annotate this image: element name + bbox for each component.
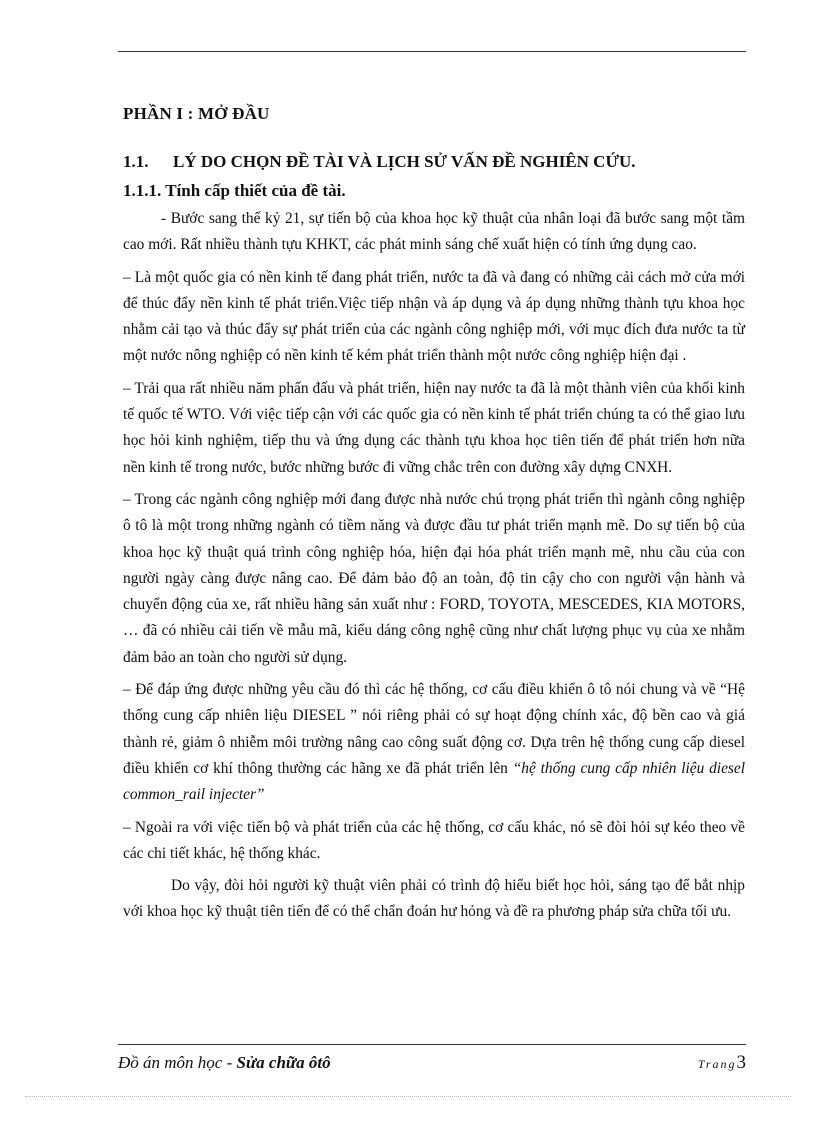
footer-course-subject: Sửa chữa ôtô bbox=[236, 1053, 331, 1072]
paragraph-5-italic-title: “hệ thống cung cấp nhiên liệu diesel common_rail injecter” bbox=[123, 759, 745, 804]
part-title: PHẦN I : MỞ ĐẦU bbox=[123, 104, 270, 123]
paragraph-2: – Là một quốc gia có nền kinh tế đang phát triển, nước ta đã và đang có những cải cách mở cửa mới để thúc đẩy nền kinh tế phát triển.Việc tiếp nhận và áp dụng và áp dụng những thành tựu khoa học nhằm cải tạo và thúc đẩy sự phát triển của các ngành công nghiệp mới, với mục đích đưa nước ta từ một nước nông nghiệp có nền kinh tế kém phát triển thành một nước công nghiệp hiện đại . bbox=[123, 268, 745, 365]
footer-page-label: Trang bbox=[697, 1057, 737, 1071]
page-edge-dotted-line bbox=[25, 1096, 791, 1097]
section-number: 1.1. bbox=[123, 152, 149, 171]
section-title: LÝ DO CHỌN ĐỀ TÀI VÀ LỊCH SỬ VẤN ĐỀ NGHIÊN CỨU. bbox=[173, 152, 636, 171]
footer-page bbox=[698, 1052, 746, 1074]
paragraph-7: Do vậy, đòi hỏi người kỹ thuật viên phải có trình độ hiểu biết học hỏi, sáng tạo để bắt nhịp với khoa học kỹ thuật tiên tiến để có thể chẩn đoán hư hỏng và đề ra phương pháp sửa chữa tối ưu. bbox=[123, 877, 745, 921]
footer-course-title bbox=[118, 1053, 331, 1073]
paragraph-4: – Trong các ngành công nghiệp mới đang được nhà nước chú trọng phát triển thì ngành công nghiệp ô tô là một trong những ngành có tiềm năng và được đầu tư phát triển mạnh mẽ. Do sự tiến bộ của khoa học kỹ thuật quá trình công nghiệp hóa, hiện đại hóa phát triển mạnh mẽ, nhu cầu của con người ngày càng được nâng cao. Để đảm bảo độ an toàn, độ tin cậy cho con người vận hành và chuyển động của xe, rất nhiều hãng sản xuất như : FORD, TOYOTA, MESCEDES, KIA MOTORS, … đã có nhiều cải tiến về mẫu mã, kiểu dáng công nghệ cũng như chất lượng phục vụ của xe nhằm đảm bảo an toàn cho người sử dụng. bbox=[123, 490, 745, 666]
paragraph-5-text: – Để đáp ứng được những yêu cầu đó thì các hệ thống, cơ cấu điều khiển ô tô nói chung và về “Hệ thống cung cấp nhiên liệu DIESEL ” nói riêng phải có sự hoạt động chính xác, độ bền cao và giá thành rẻ, giảm ô nhiễm môi trường nâng cao công suất động cơ. Dựa trên hệ thống cung cấp diesel điều khiển cơ khí thông thường các hãng xe đã phát triển lên bbox=[123, 681, 745, 777]
header-rule bbox=[118, 51, 746, 52]
subsection-heading: 1.1.1. Tính cấp thiết của đề tài. bbox=[123, 181, 346, 200]
section-heading bbox=[123, 152, 636, 172]
footer-page-number: 3 bbox=[736, 1052, 746, 1073]
paragraph-3: – Trải qua rất nhiều năm phấn đấu và phát triển, hiện nay nước ta đã là một thành viên của khối kinh tế quốc tế WTO. Với việc tiếp cận với các quốc gia có nền kinh tế phát triển chúng ta có thể giao lưu học hỏi kinh nghiệm, tiếp thu và ứng dụng các thành tựu khoa học tiên tiến để phát triển hơn nữa nền kinh tế trong nước, bước những bước đi vững chắc trên con đường xây dựng CNXH. bbox=[123, 379, 745, 476]
footer-course-prefix: Đồ án môn học - bbox=[118, 1053, 237, 1072]
paragraph-6: – Ngoài ra với việc tiến bộ và phát triển của các hệ thống, cơ cấu khác, nó sẽ đòi hỏi sự kéo theo về các chi tiết khác, hệ thống khác. bbox=[123, 818, 745, 862]
paragraph-5 bbox=[123, 677, 745, 808]
body-text bbox=[123, 206, 745, 932]
footer-rule bbox=[118, 1044, 746, 1045]
paragraph-1: - Bước sang thế kỷ 21, sự tiến bộ của khoa học kỹ thuật của nhân loại đã bước sang một tầm cao mới. Rất nhiều thành tựu KHKT, các phát minh sáng chế xuất hiện có tính ứng dụng cao. bbox=[123, 210, 745, 254]
